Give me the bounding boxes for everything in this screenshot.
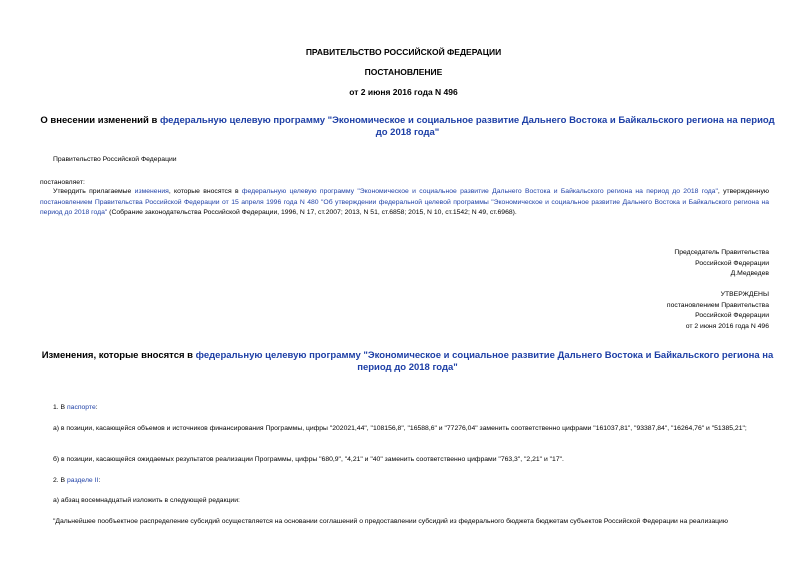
- signature-block: [674, 248, 769, 280]
- item-1-suffix: :: [95, 404, 98, 411]
- program-link[interactable]: федеральную целевую программу "Экономическое и социальное развитие Дальнего Востока и Байкальского региона на период до 2018 года": [159, 115, 775, 138]
- program-link-2[interactable]: федеральную целевую программу "Экономическое и социальное развитие Дальнего Востока и Байкальского региона на период до 2018 года": [241, 188, 718, 195]
- doc-date-heading: от 2 июня 2016 года N 496: [349, 87, 458, 97]
- item-1a: а) в позиции, касающейся объемов и источников финансирования Программы, цифры "202021,44", "108156,8", "16588,6" и "77276,04" заменить соответственно цифрами "161037,81", "93387,84", "16264,76" и "51385,21";: [53, 425, 747, 432]
- item-2a-quote: "Дальнейшее пообъектное распределение субсидий осуществляется на основании соглашений о предоставлении субсидий из федерального бюджета бюджетам субъектов Российской Федерации на реализацию: [53, 518, 728, 525]
- org-heading: ПРАВИТЕЛЬСТВО РОССИЙСКОЙ ФЕДЕРАЦИИ: [305, 47, 502, 57]
- changes-title-prefix: Изменения, которые вносятся в: [41, 350, 196, 361]
- item-2-suffix: :: [98, 477, 101, 484]
- p1-text-b: , которые вносятся в: [168, 188, 242, 195]
- signature-line-1: Председатель Правительства: [674, 249, 769, 256]
- approval-line-4: от 2 июня 2016 года N 496: [685, 322, 769, 330]
- signature-name: Д.Медведев: [730, 270, 769, 277]
- changes-link[interactable]: изменения: [134, 188, 169, 195]
- doc-type-heading: ПОСТАНОВЛЕНИЕ: [364, 67, 443, 77]
- decree-title: [40, 115, 775, 139]
- government-line: Правительство Российской Федерации: [53, 156, 177, 163]
- item-2-prefix: 2. В: [53, 477, 67, 484]
- approval-line-2: постановлением Правительства: [666, 301, 769, 309]
- item-1b: б) в позиции, касающейся ожидаемых результатов реализации Программы, цифры "680,9", "4,21" и "40" заменить соответственно цифрами "763,3", "2,21" и "17".: [53, 456, 564, 463]
- approval-line-3: Российской Федерации: [695, 312, 769, 319]
- p1-text-d: (Собрание законодательства Российской Федерации, 1996, N 17, ст.2007; 2013, N 51, ст.6858; 2015, N 10, ст.1542; N 49, ст.6968).: [107, 209, 517, 216]
- item-1: [53, 403, 98, 414]
- decrees-line: постановляет:: [40, 179, 85, 186]
- program-link-3[interactable]: федеральную целевую программу "Экономическое и социальное развитие Дальнего Востока и Байкальского региона на период до 2018 года": [195, 350, 774, 373]
- approval-line-1: УТВЕРЖДЕНЫ: [720, 291, 769, 298]
- item-2a: а) абзац восемнадцатый изложить в следующей редакции:: [53, 497, 240, 504]
- changes-title: [40, 350, 775, 374]
- passport-link[interactable]: паспорте: [66, 404, 96, 411]
- approval-block: [667, 290, 769, 332]
- signature-line-2: Российской Федерации: [695, 259, 769, 267]
- resolution-480-link[interactable]: постановлением Правительства Российской Федерации от 15 апреля 1996 года N 480 "Об утверждении федеральной целевой программы "Экономическое и социальное развитие Дальнего Востока и Байкальского региона на период до 2018 года": [40, 198, 769, 216]
- decree-title-prefix: О внесении изменений в: [40, 115, 160, 126]
- item-1-prefix: 1. В: [53, 404, 67, 411]
- p1-text-c: , утвержденную: [717, 188, 769, 195]
- p1-text-a: Утвердить прилагаемые: [53, 188, 135, 195]
- section-2-link[interactable]: разделе II: [66, 477, 99, 484]
- item-2: [53, 476, 100, 487]
- decree-paragraph: [40, 187, 769, 219]
